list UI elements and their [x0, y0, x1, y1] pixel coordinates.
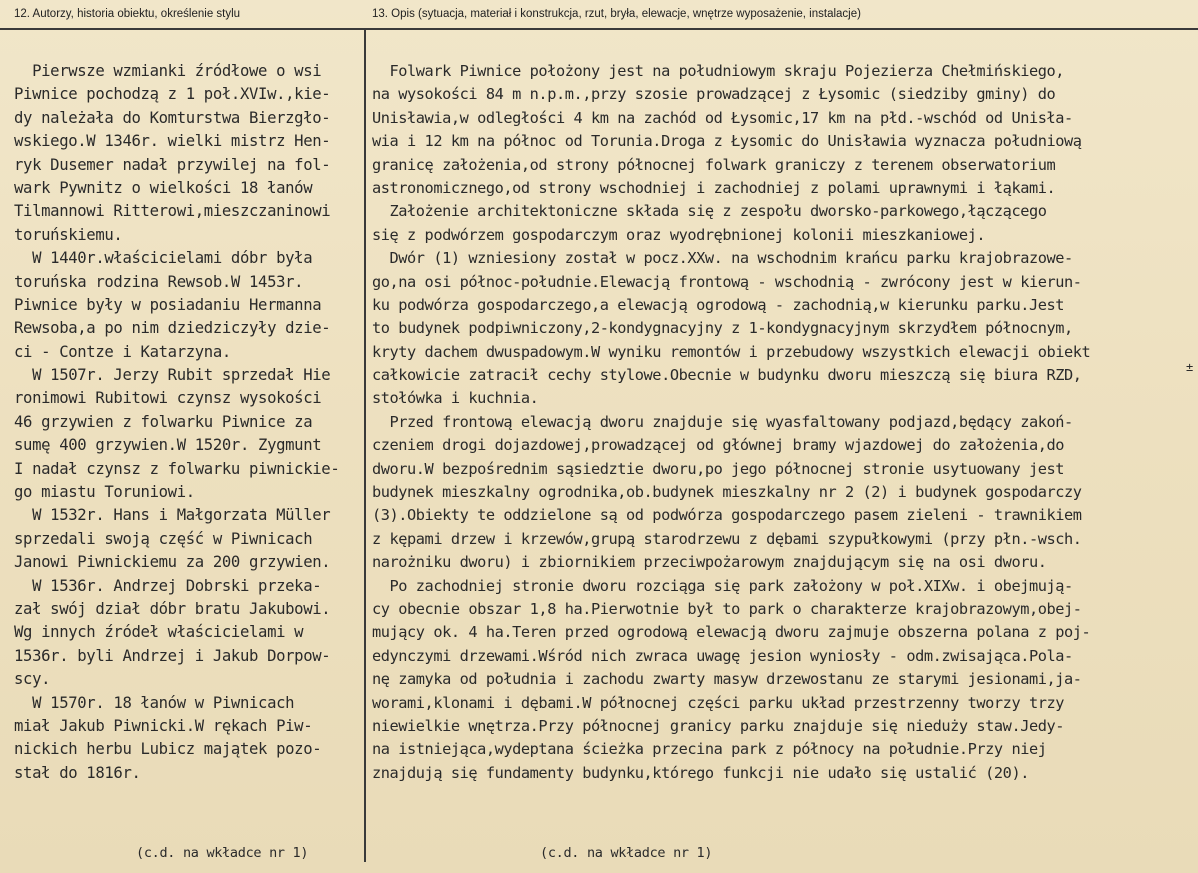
- text-line: stołówka i kuchnia.: [372, 389, 539, 408]
- section-12-continuation-note: (c.d. na wkładce nr 1): [136, 845, 309, 861]
- section-12-heading: 12. Autorzy, historia obiektu, określenie stylu: [14, 8, 241, 20]
- text-line: na istniejąca,wydeptana ścieżka przecina park z północy na południe.Przy niej: [372, 740, 1047, 759]
- text-line: edynczymi drzewami.Wśród nich zwraca uwagę jesion wyniosły - odm.zwisająca.Pola-: [372, 646, 1073, 665]
- text-line: worami,klonami i dębami.W północnej części parku układ przestrzenny tworzy trzy: [372, 693, 1065, 712]
- text-line: czeniem drogi dojazdowej,prowadzącej od głównej bramy wjazdowej do założenia,do: [372, 436, 1065, 455]
- text-line: W 1440r.właścicielami dóbr była: [14, 249, 313, 268]
- text-line: cy obecnie obszar 1,8 ha.Pierwotnie był to park o charakterze krajobrazowym,obej-: [372, 599, 1082, 618]
- text-line: (3).Obiekty te oddzielone są od podwórza gospodarczego pasem zieleni - trawnikiem: [372, 506, 1082, 525]
- text-line: ci - Contze i Katarzyna.: [14, 342, 231, 361]
- text-line: I nadał czynsz z folwarku piwnickie-: [14, 459, 340, 478]
- text-line: W 1507r. Jerzy Rubit sprzedał Hie: [14, 366, 331, 385]
- text-line: Piwnice pochodzą z 1 poł.XVIw.,kie-: [14, 85, 331, 104]
- text-line: Przed frontową elewacją dworu znajduje się wyasfaltowany podjazd,będący zakoń-: [372, 412, 1073, 431]
- text-line: 46 grzywien z folwarku Piwnice za: [14, 412, 313, 431]
- text-line: Folwark Piwnice położony jest na południowym skraju Pojezierza Chełmińskiego,: [372, 62, 1065, 80]
- text-line: niewielkie wnętrza.Przy północnej granicy parku znajduje się nieduży staw.Jedy-: [372, 716, 1065, 735]
- text-line: go miastu Toruniowi.: [14, 483, 195, 502]
- text-line: sumę 400 grzywien.W 1520r. Zygmunt: [14, 436, 322, 455]
- text-line: nę zamyka od południa i zachodu zwarty masyw drzewostanu ze starymi jesionami,ja-: [372, 670, 1082, 689]
- text-line: mujący ok. 4 ha.Teren przed ogrodową elewacją dworu zajmuje obszerna polana z poj-: [372, 623, 1091, 642]
- text-line: stał do 1816r.: [14, 763, 141, 782]
- text-line: się z podwórzem gospodarczym oraz wyodrębnionej kolonii mieszkaniowej.: [372, 225, 986, 244]
- text-line: Wg innych źródeł właścicielami w: [14, 623, 304, 642]
- text-line: dy należała do Komturstwa Bierzgło-: [14, 108, 331, 127]
- header-divider: [0, 28, 1198, 30]
- text-line: Unisławia,w odległości 4 km na zachód od Łysomic,17 km na płd.-wschód od Unisła-: [372, 108, 1073, 127]
- text-line: Dwór (1) wzniesiony został w pocz.XXw. na wschodnim krańcu parku krajobrazowe-: [372, 249, 1073, 268]
- text-line: W 1570r. 18 łanów w Piwnicach: [14, 693, 295, 712]
- text-line: na wysokości 84 m n.p.m.,przy szosie prowadzącej z Łysomic (siedziby gminy) do: [372, 85, 1056, 104]
- text-line: go,na osi północ-południe.Elewacją frontową - wschodnią - zwrócony jest w kierun-: [372, 272, 1082, 291]
- text-line: W 1532r. Hans i Małgorzata Müller: [14, 506, 331, 525]
- text-line: ronimowi Rubitowi czynsz wysokości: [14, 389, 322, 408]
- text-line: Piwnice były w posiadaniu Hermanna: [14, 295, 322, 314]
- text-line: sprzedali swoją część w Piwnicach: [14, 529, 313, 548]
- text-line: astronomicznego,od strony wschodniej i zachodniej z polami uprawnymi i łąkami.: [372, 178, 1056, 197]
- text-line: kryty dachem dwuspadowym.W wyniku remontów i przebudowy wszystkich elewacji obiekt: [372, 342, 1091, 361]
- text-line: Pierwsze wzmianki źródłowe o wsi: [14, 62, 322, 80]
- text-line: W 1536r. Andrzej Dobrski przeka-: [14, 576, 322, 595]
- section-13-heading: 13. Opis (sytuacja, materiał i konstrukcja, rzut, bryła, elewacje, wnętrze wyposażenie, instalacje): [372, 8, 861, 20]
- text-line: Po zachodniej stronie dworu rozciąga się park założony w poł.XIXw. i obejmują-: [372, 576, 1073, 595]
- text-line: scy.: [14, 670, 51, 689]
- text-line: toruńskiemu.: [14, 225, 123, 244]
- text-line: zał swój dział dóbr bratu Jakubowi.: [14, 599, 331, 618]
- text-line: narożniku dworu) i zbiornikiem przeciwpożarowym znajdującym się na osi dworu.: [372, 553, 1047, 572]
- text-line: Janowi Piwnickiemu za 200 grzywien.: [14, 553, 331, 572]
- text-line: znajdują się fundamenty budynku,którego funkcji nie udało się ustalić (20).: [372, 763, 1029, 782]
- text-line: 1536r. byli Andrzej i Jakub Dorpow-: [14, 646, 331, 665]
- text-line: Założenie architektoniczne składa się z zespołu dworsko-parkowego,łączącego: [372, 202, 1047, 221]
- text-line: nickich herbu Lubicz majątek pozo-: [14, 740, 322, 759]
- text-line: granicę założenia,od strony północnej folwark graniczy z terenem obserwatorium: [372, 155, 1056, 174]
- column-divider: [364, 30, 366, 862]
- text-line: miał Jakub Piwnicki.W rękach Piw-: [14, 716, 313, 735]
- text-line: Tilmannowi Ritterowi,mieszczaninowi: [14, 202, 331, 221]
- section-13-continuation-note: (c.d. na wkładce nr 1): [540, 845, 713, 861]
- text-line: ryk Dusemer nadał przywilej na fol-: [14, 155, 331, 174]
- text-line: z kępami drzew i krzewów,grupą starodrzewu z dębami szypułkowymi (przy płn.-wsch.: [372, 529, 1082, 548]
- text-line: wskiego.W 1346r. wielki mistrz Hen-: [14, 132, 331, 151]
- text-line: to budynek podpiwniczony,2-kondygnacyjny z 1-kondygnacyjnym skrzydłem północnym,: [372, 319, 1073, 338]
- section-12-text: [14, 60, 362, 785]
- section-13-text: [372, 60, 1192, 785]
- text-line: Rewsoba,a po nim dziedziczyły dzie-: [14, 319, 331, 338]
- text-line: ku podwórza gospodarczego,a elewacją ogrodową - zachodnią,w kierunku parku.Jest: [372, 295, 1065, 314]
- text-line: wia i 12 km na północ od Torunia.Droga z Łysomic do Unisławia wyznacza południową: [372, 132, 1082, 151]
- text-line: wark Pywnitz o wielkości 18 łanów: [14, 178, 313, 197]
- text-line: dworu.W bezpośrednim sąsiedztie dworu,po jego północnej stronie usytuowany jest: [372, 459, 1065, 478]
- margin-mark: ±: [1186, 360, 1194, 374]
- text-line: budynek mieszkalny ogrodnika,ob.budynek mieszkalny nr 2 (2) i budynek gospodarczy: [372, 483, 1082, 502]
- text-line: całkowicie zatracił cechy stylowe.Obecnie w budynku dworu mieszczą się biura RZD,: [372, 366, 1082, 385]
- text-line: toruńska rodzina Rewsob.W 1453r.: [14, 272, 304, 291]
